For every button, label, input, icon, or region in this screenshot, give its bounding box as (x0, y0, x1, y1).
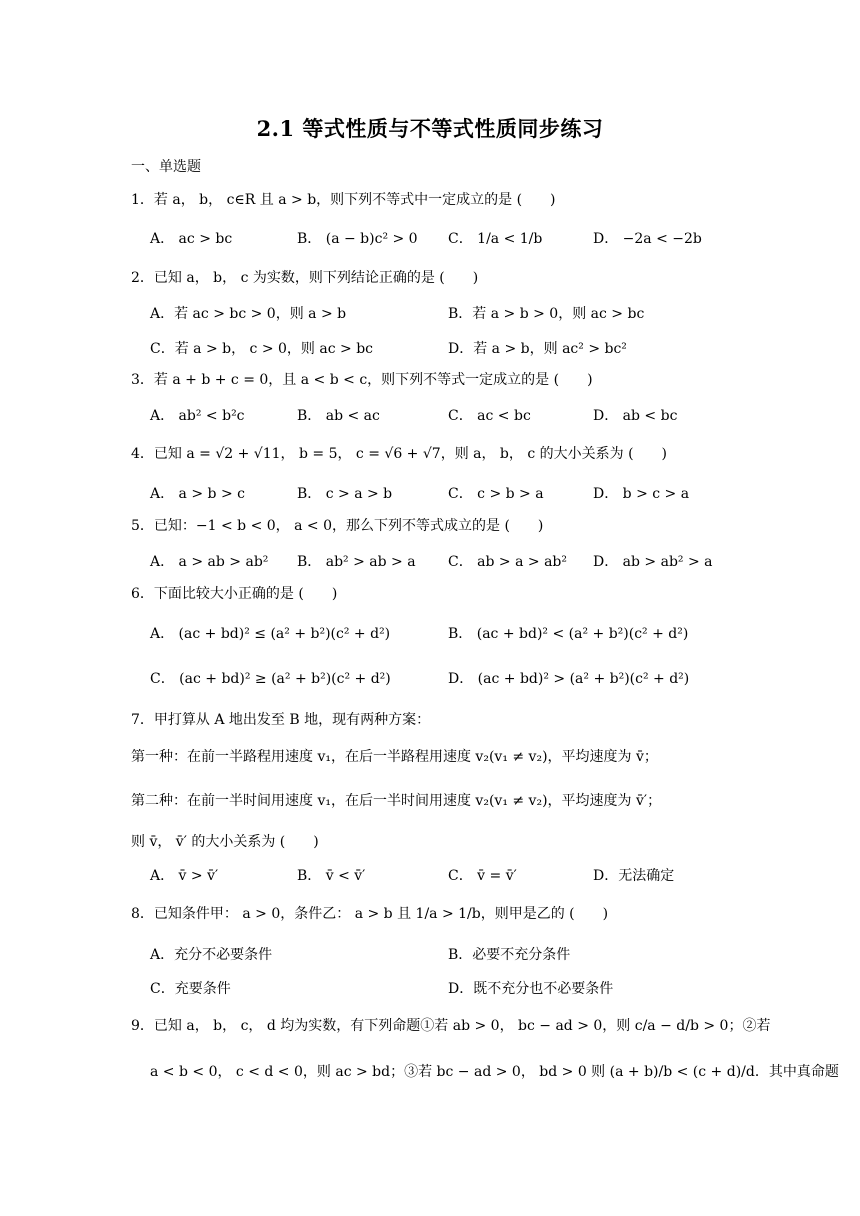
question-8-stem: 8．已知条件甲： a > 0，条件乙： a > b 且 1/a > 1/b，则甲是乙的 ( ) (131, 906, 609, 922)
question-5-option-b: B． ab² > ab > a (297, 554, 416, 570)
question-2-option-b: B．若 a > b > 0，则 ac > bc (448, 306, 645, 322)
question-1-option-d: D． −2a < −2b (593, 231, 702, 247)
question-7-option-d: D．无法确定 (593, 868, 675, 884)
question-3-option-a: A． ab² < b²c (150, 408, 245, 424)
question-6-option-b: B． (ac + bd)² < (a² + b²)(c² + d²) (448, 626, 689, 642)
question-2-option-a: A．若 ac > bc > 0，则 a > b (150, 306, 347, 322)
question-4-option-b: B． c > a > b (297, 486, 393, 502)
question-7-line-1: 第一种：在前一半路程用速度 v₁，在后一半路程用速度 v₂(v₁ ≠ v₂)，平均速度为 v̄； (131, 749, 658, 765)
question-5-option-d: D． ab > ab² > a (593, 554, 713, 570)
page-title: 2.1 等式性质与不等式性质同步练习 (256, 116, 604, 141)
question-3-option-b: B． ab < ac (297, 408, 380, 424)
question-6-option-d: D． (ac + bd)² > (a² + b²)(c² + d²) (448, 671, 690, 687)
question-7-line-3: 则 v̄， v̄′ 的大小关系为 ( ) (131, 834, 319, 850)
question-1-option-a: A． ac > bc (150, 231, 233, 247)
question-9-line-1: a < b < 0， c < d < 0，则 ac > bd；③若 bc − ad > 0， bd > 0 则 (a + b)/b < (c + d)/d．其中真命题 (150, 1064, 839, 1080)
question-1-option-b: B． (a − b)c² > 0 (297, 231, 418, 247)
question-2-option-c: C．若 a > b， c > 0，则 ac > bc (150, 341, 374, 357)
question-8-option-a: A．充分不必要条件 (150, 947, 273, 963)
question-8-option-d: D．既不充分也不必要条件 (448, 981, 614, 997)
question-6-option-a: A． (ac + bd)² ≤ (a² + b²)(c² + d²) (150, 626, 391, 642)
question-8-option-b: B．必要不充分条件 (448, 947, 571, 963)
question-3-stem: 3．若 a + b + c = 0，且 a < b < c，则下列不等式一定成立的是 ( ) (131, 372, 593, 388)
question-5-option-c: C． ab > a > ab² (448, 554, 567, 570)
question-4-option-c: C． c > b > a (448, 486, 544, 502)
question-2-stem: 2．已知 a， b， c 为实数，则下列结论正确的是 ( ) (131, 270, 479, 286)
question-8-option-c: C．充要条件 (150, 981, 231, 997)
question-4-option-a: A． a > b > c (150, 486, 245, 502)
question-6-stem: 6．下面比较大小正确的是 ( ) (131, 586, 338, 602)
question-7-line-2: 第二种：在前一半时间用速度 v₁，在后一半时间用速度 v₂(v₁ ≠ v₂)，平均速度为 v̄′； (131, 793, 662, 809)
question-7-option-b: B． v̄ < v̄′ (297, 868, 366, 884)
question-7-option-c: C． v̄ = v̄′ (448, 868, 517, 884)
question-3-option-d: D． ab < bc (593, 408, 678, 424)
question-9-stem: 9．已知 a， b， c， d 均为实数，有下列命题①若 ab > 0， bc − ad > 0，则 c/a − d/b > 0；②若 (131, 1018, 771, 1034)
question-1-option-c: C． 1/a < 1/b (448, 231, 543, 247)
question-1-stem: 1．若 a， b， c∈R 且 a > b，则下列不等式中一定成立的是 ( ) (131, 192, 556, 208)
question-6-option-c: C． (ac + bd)² ≥ (a² + b²)(c² + d²) (150, 671, 391, 687)
question-3-option-c: C． ac < bc (448, 408, 531, 424)
question-5-option-a: A． a > ab > ab² (150, 554, 269, 570)
question-4-stem: 4．已知 a = √2 + √11， b = 5， c = √6 + √7，则 a， b， c 的大小关系为 ( ) (131, 446, 668, 462)
question-5-stem: 5．已知：−1 < b < 0， a < 0，那么下列不等式成立的是 ( ) (131, 518, 544, 534)
question-2-option-d: D．若 a > b，则 ac² > bc² (448, 341, 627, 357)
question-7-option-a: A． v̄ > v̄′ (150, 868, 219, 884)
question-4-option-d: D． b > c > a (593, 486, 690, 502)
question-7-stem: 7．甲打算从 A 地出发至 B 地，现有两种方案： (131, 712, 431, 728)
section-heading: 一、单选题 (131, 159, 201, 175)
